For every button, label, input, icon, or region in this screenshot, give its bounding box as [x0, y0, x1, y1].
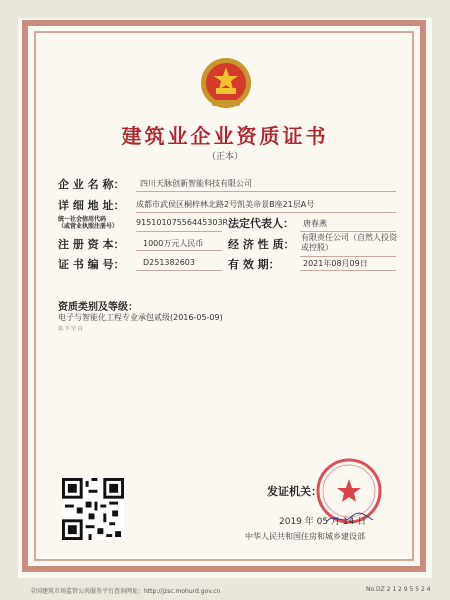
address-value: 成都市武侯区桐梓林北路2号凯美帝景B座21层A号: [136, 200, 315, 209]
row-divider: [136, 231, 222, 232]
signature-mark: [325, 511, 375, 525]
cert-number-label: 证 书 编 号：: [58, 258, 125, 271]
row-divider: [300, 231, 396, 232]
company-name-value: 四川天脉创新智能科技有限公司: [140, 179, 252, 188]
issue-date: 2019 年 05 月 14 日: [279, 517, 367, 527]
capital-value: 1000万元人民币: [143, 239, 204, 248]
national-emblem-icon: [198, 56, 254, 112]
row-divider: [300, 270, 396, 271]
validity-value: 2021年08月09日: [303, 259, 368, 268]
certificate-subtitle: （正本）: [206, 152, 243, 162]
credit-code-label: 统一社会信用代码 （或营业执照注册号）: [58, 216, 119, 230]
company-name-label: 企 业 名 称：: [58, 178, 125, 191]
scope-entry: 电子与智能化工程专业承包贰级(2016-05-09): [58, 313, 223, 322]
econ-type-label: 经 济 性 质：: [228, 238, 295, 251]
address-label: 详 细 地 址：: [58, 199, 125, 212]
footer-query-url: 全国建筑市场监管公共服务平台查询网址：http://jzsc.mohurd.gov.cn: [30, 588, 221, 595]
issuing-ministry: 中华人民共和国住房和城乡建设部: [245, 532, 365, 541]
certificate-title: 建筑业企业资质证书: [121, 124, 329, 148]
row-divider: [136, 250, 222, 251]
row-divider: [300, 256, 396, 257]
legal-rep-value: 唐春燕: [303, 219, 327, 228]
capital-label: 注 册 资 本：: [58, 238, 125, 251]
qr-code-icon: [62, 478, 124, 540]
scope-title: 资质类别及等级：: [58, 302, 138, 313]
legal-rep-label: 法定代表人：: [228, 217, 294, 230]
validity-label: 有 效 期：: [228, 258, 280, 271]
issuer-label: 发证机关：: [267, 485, 322, 498]
footer-serial-number: No.DZ 2 1 2 9 5 5 2 4: [366, 586, 431, 593]
row-divider: [136, 270, 222, 271]
scope-blank-note: 以 下 空 白: [58, 326, 83, 332]
credit-code-value: 91510107556445303R: [136, 218, 229, 227]
row-divider: [136, 212, 396, 213]
cert-number-value: D251382603: [143, 258, 195, 267]
row-divider: [136, 191, 396, 192]
econ-type-value: 有限责任公司（自然人投资或控股）: [301, 233, 397, 252]
